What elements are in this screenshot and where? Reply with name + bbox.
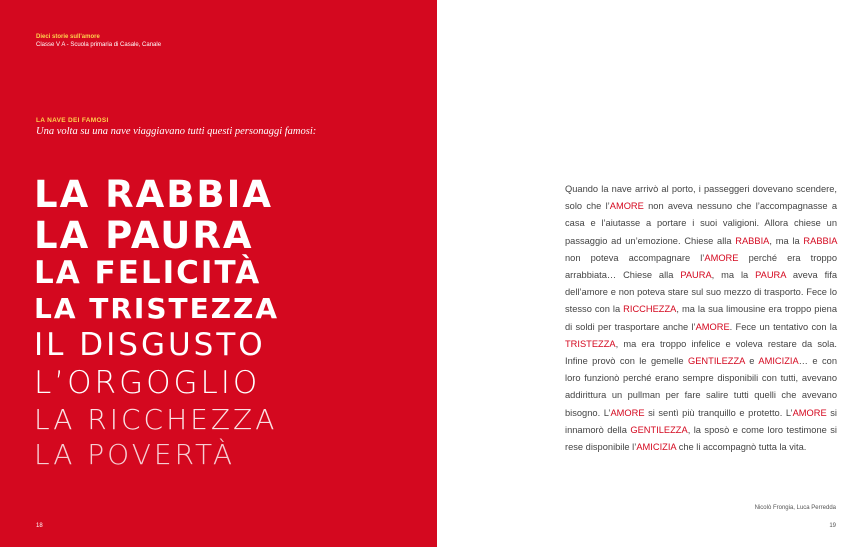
book-title: Dieci storie sull'amore [36, 34, 100, 40]
story-segment: aveva fifa dell’amore e non poteva stare sul suo mezzo di trasporto. Fece lo stesso con la [565, 270, 837, 315]
highlighted-name: AMORE [610, 407, 645, 418]
story-title: LA NAVE DEI FAMOSI [36, 117, 109, 124]
page-number-right: 19 [829, 523, 836, 529]
story-segment: , ma la [711, 270, 756, 281]
story-segment: perché era troppo arrabbiata… Chiese alla [565, 252, 837, 281]
highlighted-name: AMORE [792, 407, 827, 418]
book-subtitle: Classe V A - Scuola primaria di Casale, Canale [36, 42, 162, 48]
character-name: LA PAURA [34, 214, 254, 257]
highlighted-name: GENTILEZZA [688, 356, 745, 367]
highlighted-name: AMORE [609, 201, 644, 212]
story-intro: Una volta su una nave viaggiavano tutti questi personaggi famosi: [36, 126, 317, 137]
highlighted-name: RABBIA [735, 235, 770, 246]
character-name: LA POVERTÀ [34, 438, 236, 471]
story-segment: non poteva accompagnare l’ [565, 252, 705, 263]
highlighted-name: AMORE [704, 252, 739, 263]
story-segment: che li accompagnò tutta la vita. [676, 442, 807, 453]
character-name: LA FELICITÀ [34, 255, 262, 291]
highlighted-name: PAURA [755, 270, 786, 281]
story-segment: e [744, 356, 759, 367]
highlighted-name: RABBIA [803, 235, 837, 246]
story-segment: . Fece un tentativo con la [729, 321, 837, 332]
story-segment: si innamorò della [565, 407, 837, 435]
story-segment: , la sposò e come loro testimone si rese disponibile l’ [565, 424, 837, 453]
highlighted-name: PAURA [680, 270, 712, 281]
story-segment: … e con loro funzionò perché erano sempre disponibili con tutti, avevano addirittura un pullman per fare salire tutti quelli che avevano bisogno. L’ [565, 356, 838, 418]
highlighted-name: AMICIZIA [636, 442, 677, 453]
character-name: LA RICCHEZZA [34, 403, 278, 436]
story-segment: non aveva nessuno che l’accompagnasse a casa e l’aiutasse a portare i suoi valigioni. Allora chiese un passaggio ad un’emozione. Chiese alla [565, 201, 837, 246]
character-name: IL DISGUSTO [34, 327, 266, 363]
highlighted-name: RICCHEZZA [623, 304, 677, 315]
page-number-left: 18 [36, 523, 43, 529]
character-name: LA RABBIA [34, 173, 274, 216]
story-text [565, 181, 837, 456]
highlighted-name: GENTILEZZA [630, 424, 688, 435]
story-segment: si sentì più tranquillo e protetto. L’ [644, 407, 793, 418]
character-name: LA TRISTEZZA [34, 292, 280, 325]
story-segment: Quando la nave arrivò al porto, i passeggeri dovevano scendere, solo che l’ [565, 184, 837, 212]
highlighted-name: AMICIZIA [758, 356, 799, 367]
author-credit: Nicolò Frongia, Luca Perredda [754, 505, 836, 511]
highlighted-name: TRISTEZZA [565, 338, 616, 349]
story-segment: , ma la [769, 235, 804, 246]
character-name: L’ORGOGLIO [34, 365, 261, 401]
highlighted-name: AMORE [695, 321, 730, 332]
story-segment: , ma era troppo infelice e voleva restare da sola. Infine provò con le gemelle [565, 338, 837, 367]
character-list [34, 173, 434, 476]
story-segment: , ma la sua limousine era troppo piena di soldi per trasportare anche l’ [565, 304, 838, 332]
